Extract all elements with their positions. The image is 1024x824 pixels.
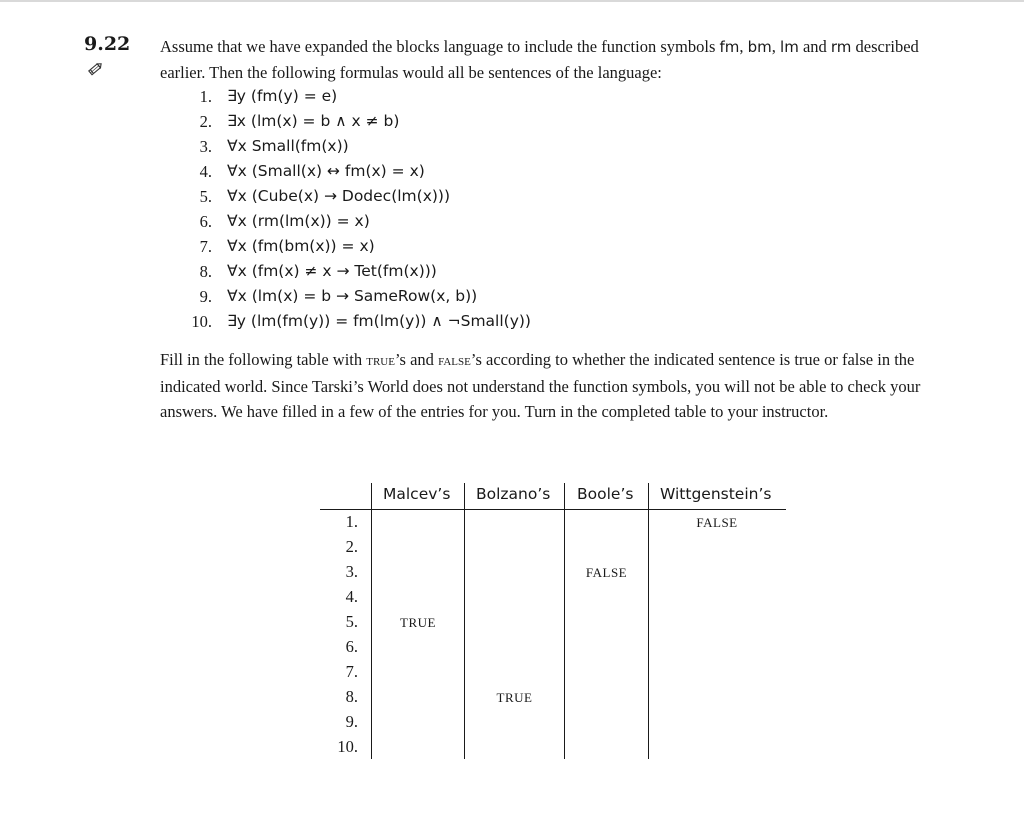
formula-text: ∃y (fm(y) = e) [227, 87, 338, 105]
formula-list [190, 84, 690, 334]
formula-item [190, 209, 690, 234]
intro-text-post: described earlier. Then the following formulas would all be sentences of the language: [160, 37, 919, 82]
formula-number: 9. [199, 287, 212, 306]
formula-item [190, 284, 690, 309]
pencil-icon [86, 60, 104, 78]
formula-text: ∃x (lm(x) = b ∧ x ≠ b) [227, 112, 400, 130]
formula-text: ∀x (Small(x) ↔ fm(x) = x) [227, 162, 425, 180]
table-divider [464, 483, 465, 759]
table-header-rule [320, 509, 786, 510]
symbol-fm: fm [719, 38, 740, 56]
instructions-text-3: ’s according to whether the indicated sentence is true or false in the indicated world. Since Tarski’s World does not understand the function symbols, you will not be able to check your answers. We have filled in a few of the entries for you. Turn in the completed table to your instructor. [160, 350, 921, 421]
table-cell-bolzano-8: TRUE [496, 690, 533, 705]
row-number: 5. [345, 612, 358, 631]
formula-number: 2. [199, 112, 212, 131]
symbol-bm: bm [747, 38, 772, 56]
row-number: 3. [345, 562, 358, 581]
top-rule [0, 0, 1024, 2]
column-header: Wittgenstein’s [660, 485, 772, 503]
row-number: 10. [337, 737, 358, 756]
row-number: 1. [345, 512, 358, 531]
formula-number: 7. [199, 237, 212, 256]
true-word: true [366, 353, 395, 369]
formula-item [190, 134, 690, 159]
formula-text: ∀x Small(fm(x)) [227, 137, 349, 155]
formula-number: 1. [199, 87, 212, 106]
intro-paragraph [160, 34, 960, 85]
formula-text: ∀x (lm(x) = b → SameRow(x, b)) [227, 287, 478, 305]
column-header: Bolzano’s [476, 485, 551, 503]
formula-number: 5. [199, 187, 212, 206]
row-number: 6. [345, 637, 358, 656]
formula-text: ∀x (fm(bm(x)) = x) [227, 237, 375, 255]
instructions-paragraph [160, 347, 950, 424]
row-number: 4. [345, 587, 358, 606]
symbol-rm: rm [830, 38, 852, 56]
formula-text: ∀x (Cube(x) → Dodec(lm(x))) [227, 187, 451, 205]
formula-item [190, 109, 690, 134]
formula-text: ∀x (fm(x) ≠ x → Tet(fm(x))) [227, 262, 437, 280]
intro-text-pre: Assume that we have expanded the blocks language to include the function symbols [160, 37, 720, 56]
intro-text-mid: and [798, 37, 831, 56]
exercise-number: 9.22 [84, 33, 131, 55]
formula-text: ∃y (lm(fm(y)) = fm(lm(y)) ∧ ¬Small(y)) [227, 312, 531, 330]
formula-text: ∀x (rm(lm(x)) = x) [227, 212, 370, 230]
formula-item [190, 309, 690, 334]
column-header: Malcev’s [383, 485, 451, 503]
row-number: 9. [345, 712, 358, 731]
column-header: Boole’s [577, 485, 634, 503]
formula-item [190, 259, 690, 284]
table-divider [564, 483, 565, 759]
intro-sep-1: , [739, 37, 748, 56]
symbol-lm: lm [780, 38, 799, 56]
row-number: 8. [345, 687, 358, 706]
formula-item [190, 234, 690, 259]
row-number: 7. [345, 662, 358, 681]
intro-sep-2: , [771, 37, 781, 56]
formula-number: 6. [199, 212, 212, 231]
formula-number: 3. [199, 137, 212, 156]
table-cell-malcev-5: TRUE [400, 615, 436, 630]
instructions-text-2: ’s and [394, 350, 439, 369]
table-cell-boole-3: FALSE [585, 565, 628, 580]
formula-number: 4. [199, 162, 212, 181]
formula-item [190, 159, 690, 184]
row-number: 2. [345, 537, 358, 556]
formula-number: 8. [199, 262, 212, 281]
formula-item [190, 184, 690, 209]
instructions-text-1: Fill in the following table with [160, 350, 367, 369]
formula-item [190, 84, 690, 109]
formula-number: 10. [191, 312, 212, 331]
table-cell-wittgenstein-1: FALSE [696, 515, 738, 530]
false-word: false [438, 353, 471, 369]
